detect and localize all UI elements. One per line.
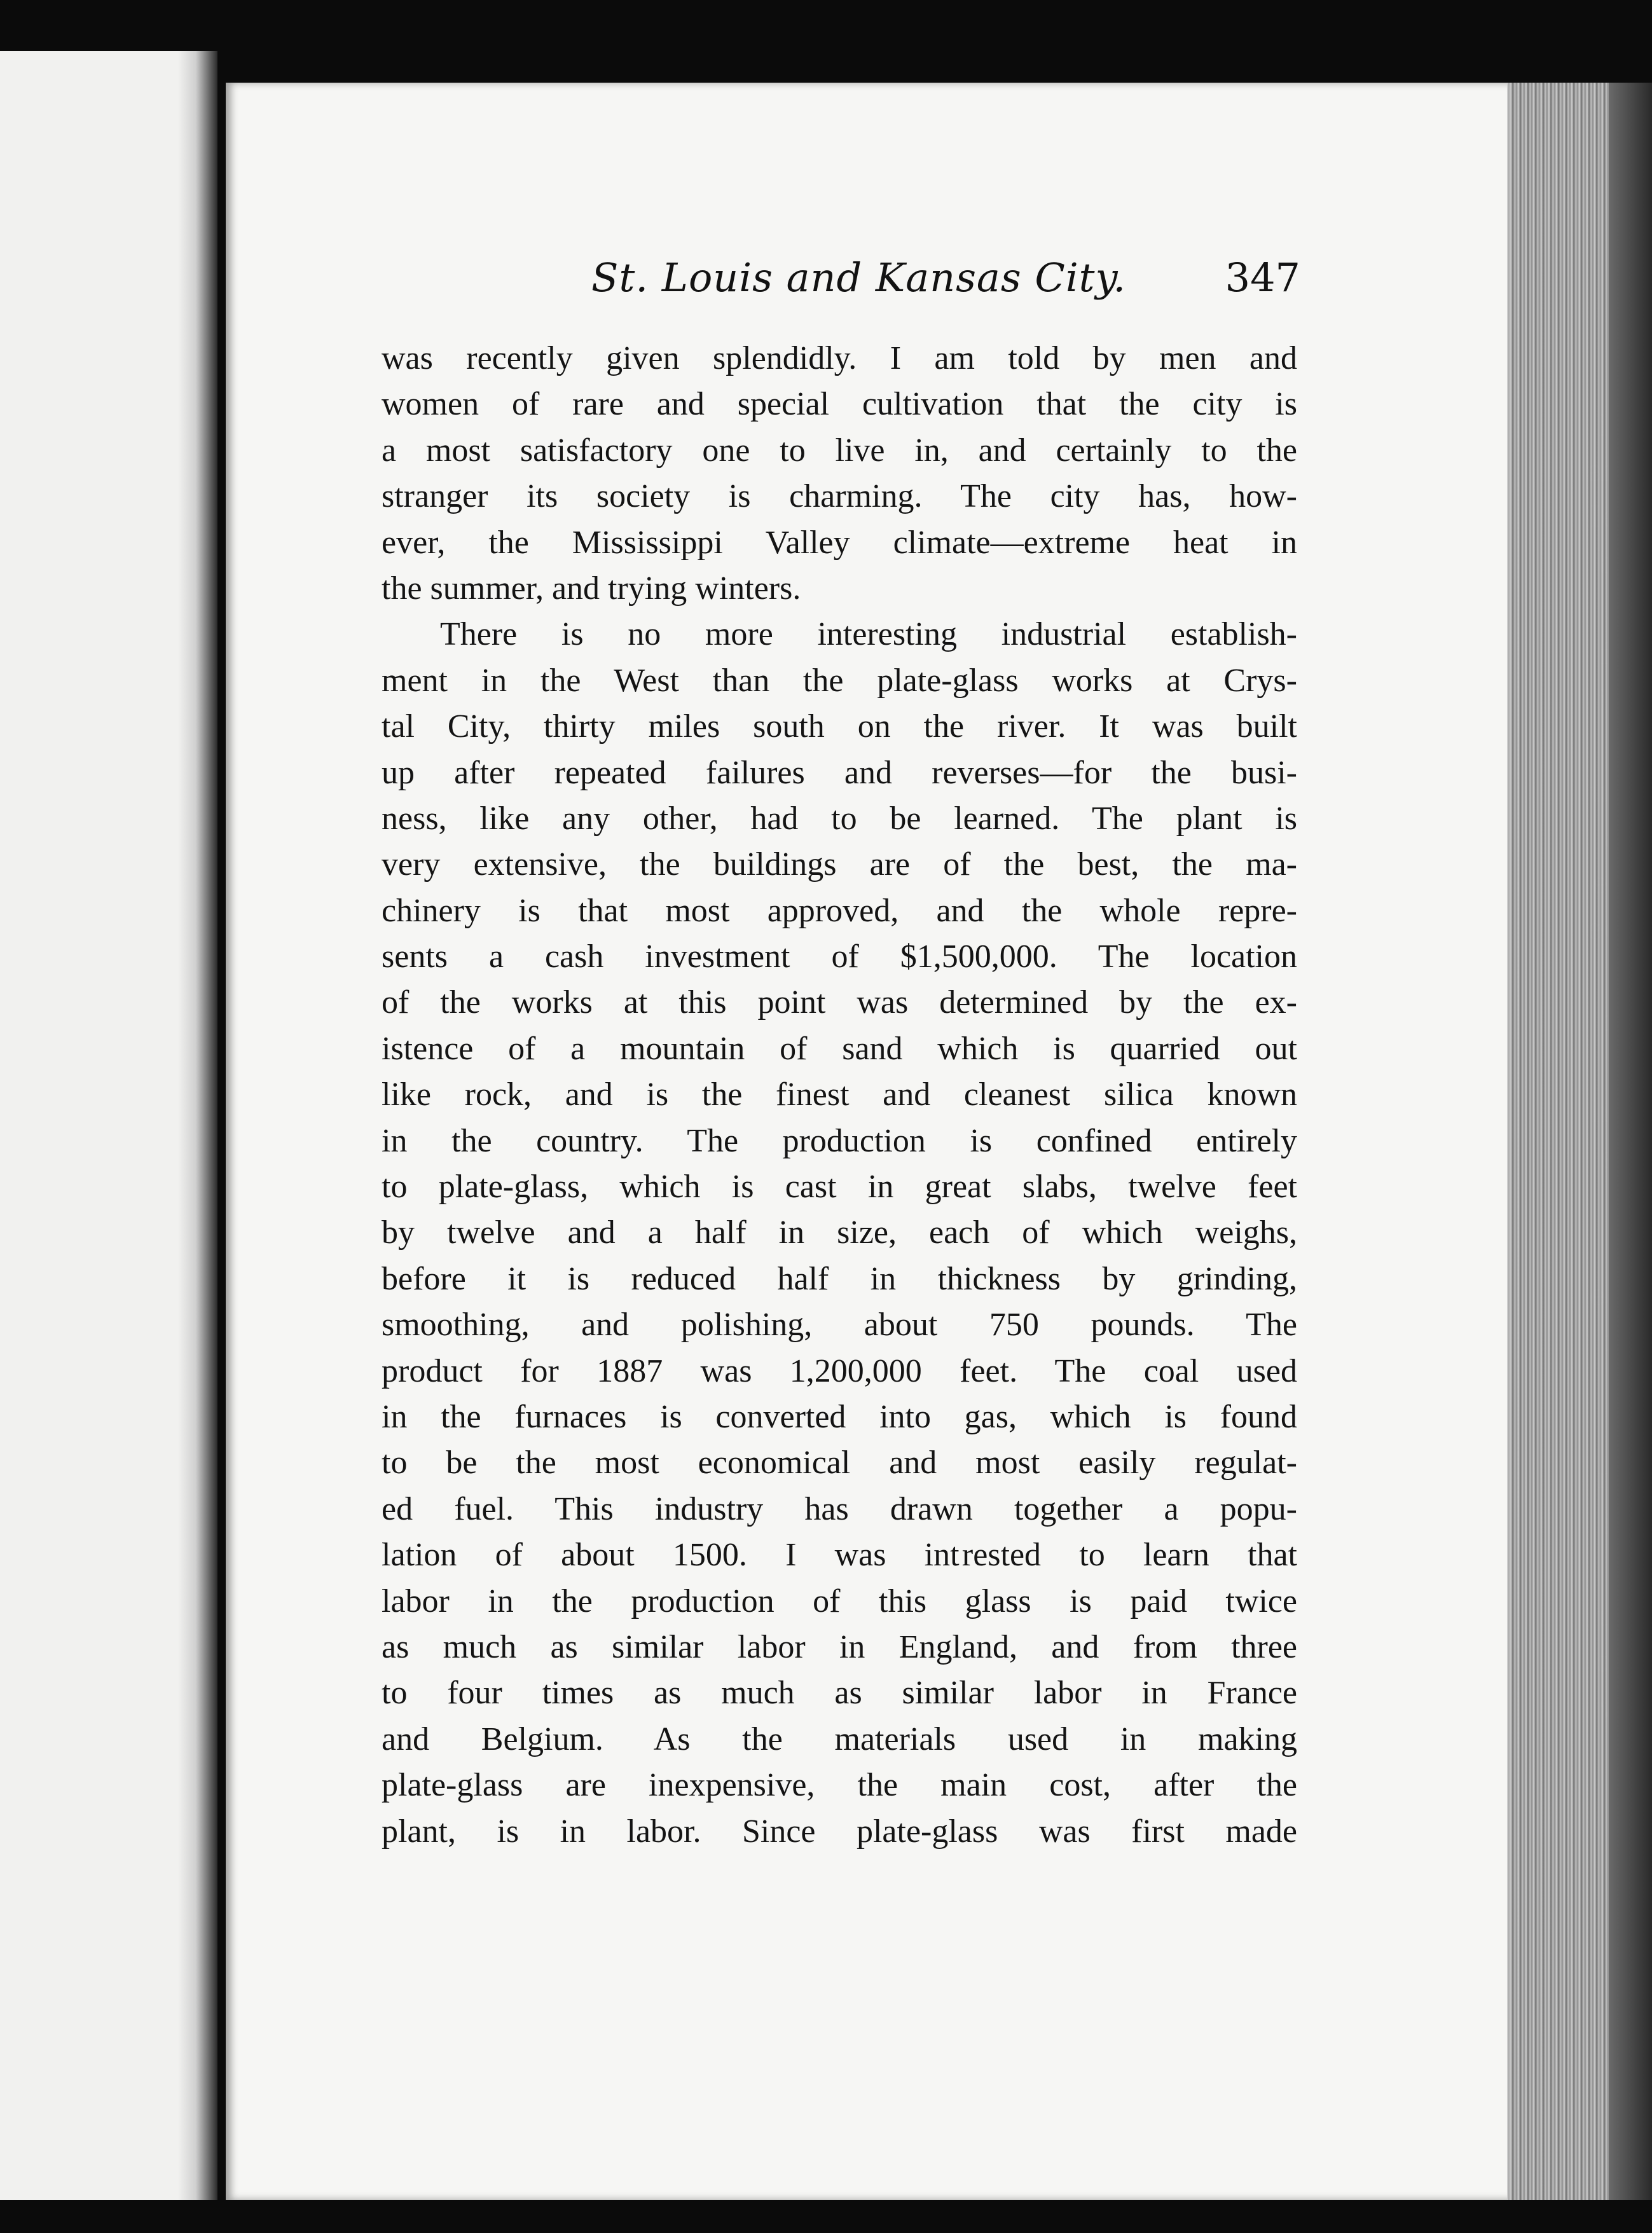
text-line: by twelve and a half in size, each of which weighs, [382,1214,1297,1251]
text-line: up after repeated failures and reverses—for the busi- [382,754,1297,791]
page-number: 347 [1225,254,1300,301]
text-line: was recently given splendidly. I am told by men and [382,340,1297,376]
text-line: stranger its society is charming. The city has, how- [382,478,1297,515]
text-line: very extensive, the buildings are of the best, the ma- [382,846,1297,883]
text-line: in the furnaces is converted into gas, which is found [382,1398,1297,1435]
running-head [591,254,1300,312]
text-line: istence of a mountain of sand which is quarried out [382,1030,1297,1067]
page-stack-edge [1507,83,1615,2200]
text-line: before it is reduced half in thickness by grinding, [382,1260,1297,1297]
text-line: like rock, and is the finest and cleanest silica known [382,1076,1297,1113]
text-line: product for 1887 was 1,200,000 feet. The coal used [382,1352,1297,1389]
text-line: to plate-glass, which is cast in great slabs, twelve feet [382,1169,1297,1206]
text-line: of the works at this point was determined by the ex- [382,984,1297,1021]
text-line: ness, like any other, had to be learned. The plant is [382,800,1297,837]
text-line: and Belgium. As the materials used in making [382,1721,1297,1757]
text-line: to be the most economical and most easily regulat- [382,1445,1297,1481]
text-line: in the country. The production is confined entirely [382,1122,1297,1159]
text-line: as much as similar labor in England, and from three [382,1628,1297,1665]
text-line: to four times as much as similar labor in France [382,1675,1297,1712]
text-line: labor in the production of this glass is paid twice [382,1583,1297,1619]
text-line: women of rare and special cultivation that the city is [382,386,1297,423]
text-line: tal City, thirty miles south on the river. It was built [382,708,1297,745]
text-line: plate-glass are inexpensive, the main cost, after the [382,1767,1297,1804]
book-cover-edge [1609,83,1652,2200]
text-line: ever, the Mississippi Valley climate—extreme heat in [382,524,1297,561]
body-text [382,336,1297,1855]
text-line: the summer, and trying winters. [382,570,801,607]
text-line: There is no more interesting industrial establish- [440,616,1297,653]
text-line: a most satisfactory one to live in, and certainly to the [382,432,1297,469]
text-line: chinery is that most approved, and the whole repre- [382,892,1297,929]
text-line: plant, is in labor. Since plate-glass was first made [382,1813,1297,1850]
book-gutter [178,51,217,2200]
text-line: sents a cash investment of $1,500,000. The location [382,938,1297,975]
text-line: ment in the West than the plate-glass works at Crys- [382,662,1297,699]
text-line: ed fuel. This industry has drawn together a popu- [382,1490,1297,1527]
text-line: smoothing, and polishing, about 750 pounds. The [382,1307,1297,1343]
text-line: lation of about 1500. I was int rested to learn that [382,1537,1297,1574]
running-title: St. Louis and Kansas City. [591,254,1127,301]
